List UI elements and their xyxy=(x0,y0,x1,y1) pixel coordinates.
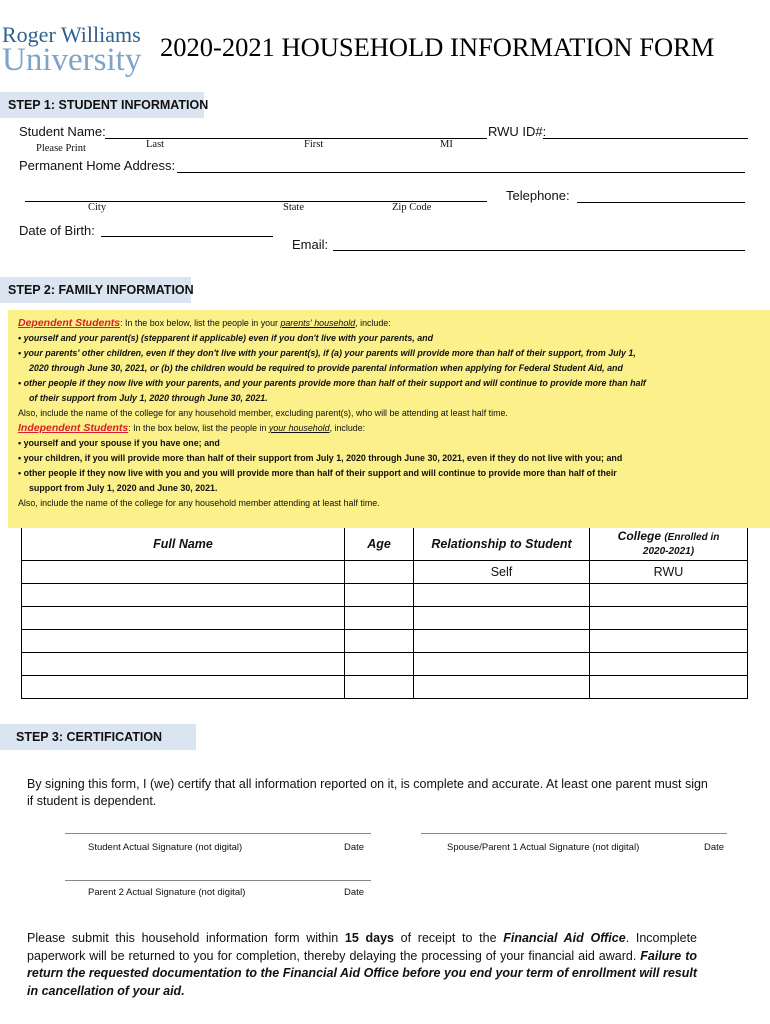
university-logo-bottom: University xyxy=(2,42,142,78)
cell-college[interactable] xyxy=(590,630,748,653)
dob-label: Date of Birth: xyxy=(19,223,95,238)
dep-item: your parents' other children, even if they don't live with your parent(s), if (a) your parents will provide more than half of their support, from July 1, xyxy=(23,348,636,358)
col-relationship: Relationship to Student xyxy=(414,528,590,561)
cell-relationship[interactable]: Self xyxy=(414,561,590,584)
cell-relationship[interactable] xyxy=(414,676,590,699)
col-full-name: Full Name xyxy=(22,528,345,561)
cell-college[interactable]: RWU xyxy=(590,561,748,584)
dob-field[interactable] xyxy=(101,236,273,237)
parent2-date-caption: Date xyxy=(344,887,365,898)
cell-college[interactable] xyxy=(590,676,748,699)
rwu-id-field[interactable] xyxy=(543,138,748,139)
cell-college[interactable] xyxy=(590,607,748,630)
student-signature-line[interactable] xyxy=(65,833,371,834)
cell-relationship[interactable] xyxy=(414,630,590,653)
email-field[interactable] xyxy=(333,250,745,251)
cell-age[interactable] xyxy=(345,653,414,676)
cell-age[interactable] xyxy=(345,676,414,699)
cell-college[interactable] xyxy=(590,584,748,607)
dep-item: yourself and your parent(s) (stepparent if applicable) even if you don't live with your parents, and xyxy=(23,333,434,343)
dep-item-cont: of their support from July 1, 2020 through June 30, 2021. xyxy=(29,393,268,403)
dependent-heading: Dependent Students xyxy=(18,317,121,329)
cell-college[interactable] xyxy=(590,653,748,676)
zip-caption: Zip Code xyxy=(392,202,432,213)
dep-item-cont: 2020 through June 30, 2021, or (b) the children would be required to provide parental information when applying for Federal Student Aid, and xyxy=(29,363,623,373)
cell-name[interactable] xyxy=(22,653,345,676)
table-row xyxy=(22,561,748,584)
table-row xyxy=(22,584,748,607)
spouse-signature-line[interactable] xyxy=(421,833,727,834)
city-caption: City xyxy=(88,202,107,213)
cell-name[interactable] xyxy=(22,561,345,584)
first-name-caption: First xyxy=(304,139,324,150)
dependent-intro-end: , include: xyxy=(355,318,391,328)
parent2-signature-caption: Parent 2 Actual Signature (not digital) xyxy=(88,887,246,898)
cell-age[interactable] xyxy=(345,561,414,584)
ind-item: yourself and your spouse if you have one; and xyxy=(23,438,220,448)
student-date-caption: Date xyxy=(344,842,365,853)
independent-also-note: Also, include the name of the college for any household member attending at least half time. xyxy=(18,498,380,508)
table-header-row xyxy=(22,528,748,561)
cell-name[interactable] xyxy=(22,607,345,630)
spouse-signature-caption: Spouse/Parent 1 Actual Signature (not digital) xyxy=(447,842,640,853)
submission-instructions xyxy=(27,930,697,1000)
step1-heading: STEP 1: STUDENT INFORMATION xyxy=(0,92,204,118)
table-row xyxy=(22,676,748,699)
telephone-label: Telephone: xyxy=(506,188,570,203)
dep-item: other people if they now live with your parents, and your parents provide more than half of their support and will continue to provide more than half xyxy=(23,378,646,388)
please-print-note: Please Print xyxy=(36,143,86,154)
mi-caption: MI xyxy=(440,139,453,150)
cell-relationship[interactable] xyxy=(414,653,590,676)
cell-relationship[interactable] xyxy=(414,607,590,630)
deadline-days: 15 days xyxy=(344,931,394,945)
address-label: Permanent Home Address: xyxy=(19,158,176,173)
office-name: Financial Aid Office xyxy=(503,931,626,945)
address-field[interactable] xyxy=(177,172,745,173)
certification-text: By signing this form, I (we) certify that all information reported on it, is complete and accurate. At least one parent must sign if student is dependent. xyxy=(27,777,708,808)
rwu-id-label: RWU ID#: xyxy=(488,124,547,139)
state-caption: State xyxy=(283,202,304,213)
cell-name[interactable] xyxy=(22,584,345,607)
ind-item: other people if they now live with you and you will provide more than half of their support and will continue to provide more than half of their xyxy=(23,468,617,478)
spouse-date-caption: Date xyxy=(704,842,725,853)
table-row xyxy=(22,607,748,630)
cell-name[interactable] xyxy=(22,676,345,699)
step2-heading: STEP 2: FAMILY INFORMATION xyxy=(0,277,191,303)
cell-relationship[interactable] xyxy=(414,584,590,607)
table-row xyxy=(22,653,748,676)
ind-item: your children, if you will provide more than half of their support from July 1, 2020 through June 30, 2021, even if they do not live with you; and xyxy=(23,453,623,463)
cell-age[interactable] xyxy=(345,607,414,630)
independent-intro-end: , include: xyxy=(329,423,366,433)
footer-text: of receipt to the xyxy=(393,931,504,945)
dependent-intro: : In the box below, list the people in your xyxy=(120,318,281,328)
student-name-label: Student Name: xyxy=(19,124,106,139)
email-label: Email: xyxy=(292,237,329,252)
university-logo-top: Roger Williams xyxy=(2,22,141,47)
parent2-signature-line[interactable] xyxy=(65,880,371,881)
independent-heading: Independent Students xyxy=(18,422,129,434)
cell-age[interactable] xyxy=(345,584,414,607)
dependent-also-note: Also, include the name of the college for any household member, excluding parent(s), who will be attending at least half time. xyxy=(18,408,508,418)
instructions-box: Dependent Students: In the box below, list the people in your parents' household, include: • yourself and your parent(s) (stepparent if applicable) even if you don't live with your parents, and • your parents' other children, even if they don't live with your parent(s), if (a) your parents will provide more than half of their support, from July 1, 2020 through June 30, 2021, or (b) the children would be required to provide parental information when applying for Federal Student Aid, and • other people if they now live with your parents, and your parents provide more than half of their support and will continue to provide more than half of their support from July 1, 2020 through June 30, 2021. Also, include the name of the college for any household member, excluding parent(s), who will be attending at least half time. Independent Students: In the box below, list the people in your household, include: • yourself and your spouse if you have one; and • your children, if you will provide more than half of their support from July 1, 2020 through June 30, 2021, even if they do not live with you; and • other people if they now live with you and you will provide more than half of their support and will continue to provide more than half of their support from July 1, 2020 and June 30, 2021. Also, include the name of the college for any household member attending at least half time. xyxy=(8,310,770,528)
col-college-label: College xyxy=(617,529,661,543)
last-name-caption: Last xyxy=(146,139,165,150)
telephone-field[interactable] xyxy=(577,202,745,203)
cell-name[interactable] xyxy=(22,630,345,653)
footer-text: . Incomplete paperwork will be returned to you for completion, thereby delaying the processing of your financial aid award. xyxy=(27,931,698,963)
cancellation-warning: Failure to return the requested documentation to the Financial Aid Office before you end your term of enrollment will result in cancellation of your aid. xyxy=(27,948,697,998)
parents-household-term: parents' household xyxy=(280,318,356,328)
independent-intro: : In the box below, list the people in xyxy=(128,423,269,433)
step3-heading: STEP 3: CERTIFICATION xyxy=(0,724,196,750)
col-college-note2: 2020-2021) xyxy=(642,546,695,557)
cell-age[interactable] xyxy=(345,630,414,653)
your-household-term: your household xyxy=(268,423,330,433)
col-age: Age xyxy=(345,528,414,561)
col-college-note: (Enrolled in xyxy=(664,532,720,543)
form-title: 2020-2021 HOUSEHOLD INFORMATION FORM xyxy=(160,32,715,62)
ind-item-cont: support from July 1, 2020 and June 30, 2021. xyxy=(29,483,218,493)
col-college xyxy=(590,528,748,561)
table-row xyxy=(22,630,748,653)
household-table xyxy=(21,528,748,699)
footer-text: Please submit this household information form within xyxy=(27,931,345,945)
student-signature-caption: Student Actual Signature (not digital) xyxy=(88,842,243,853)
